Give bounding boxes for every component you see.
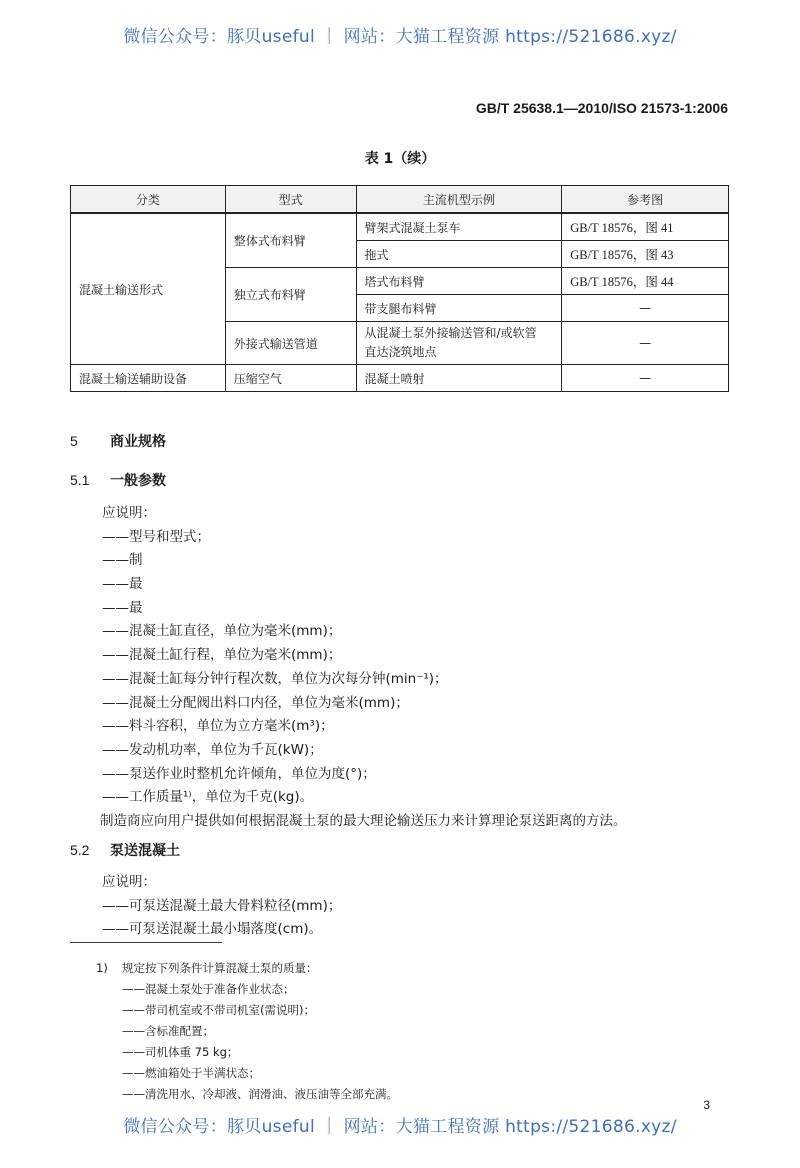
list-item: ——混凝土缸直径，单位为毫米(mm)；: [102, 623, 342, 640]
footnote-item: ——司机体重 75 kg；: [122, 1045, 239, 1059]
list-item: ——型号和型式；: [102, 528, 210, 545]
example-cell: 塔式布料臂: [356, 268, 562, 295]
example-cell: 拖式: [356, 241, 562, 268]
footnote-item: ——混凝土泵处于准备作业状态；: [122, 982, 295, 996]
page-number: 3: [703, 1098, 710, 1112]
footnote-item: ——含标准配置；: [122, 1024, 214, 1038]
footnote-divider: [70, 942, 222, 943]
example-cell: [356, 322, 562, 365]
category-cell: 混凝土输送辅助设备: [71, 365, 226, 392]
section-5-1-heading: [70, 470, 166, 490]
list-item: ——料斗容积，单位为立方毫米(m³)；: [102, 718, 334, 735]
watermark-bottom: 微信公众号：豚贝useful ｜ 网站：大猫工程资源 https://521686.xyz/: [123, 1117, 677, 1137]
list-intro: 应说明：: [102, 874, 156, 890]
type-cell: 压缩空气: [225, 365, 356, 392]
type-table: [70, 185, 729, 392]
table-title: 表 1（续）: [364, 151, 436, 167]
type-cell: 外接式输送管道: [225, 322, 356, 365]
footnote-intro: 规定按下列条件计算混凝土泵的质量：: [122, 961, 318, 975]
section-number: 5.2: [70, 842, 90, 858]
section-5-heading: [70, 431, 166, 451]
section-5-2-heading: [70, 840, 180, 860]
example-cell: 带支腿布料臂: [356, 295, 562, 322]
type-cell: 独立式布料臂: [225, 268, 356, 322]
list-item: ——混凝土缸每分钟行程次数，单位为次每分钟(min⁻¹)；: [102, 670, 448, 687]
header-type: 型式: [225, 186, 356, 214]
list-item: ——制: [102, 552, 143, 569]
list-item: ——可泵送混凝土最大骨料粒径(mm)；: [102, 897, 342, 914]
list-item: ——最: [102, 576, 143, 593]
footnote-item: ——清洗用水、冷却液、润滑油、液压油等全部充满。: [122, 1087, 398, 1101]
general-parameters-list: [102, 502, 627, 834]
section-title: 一般参数: [110, 473, 166, 489]
type-cell: 整体式布料臂: [225, 213, 356, 268]
example-line: 直达浇筑地点: [364, 345, 437, 359]
standard-code: GB/T 25638.1—2010/ISO 21573-1:2006: [475, 100, 728, 116]
list-item: ——泵送作业时整机允许倾角，单位为度(°)；: [102, 765, 376, 782]
footnote: [96, 958, 398, 1105]
list-item: ——最: [102, 599, 143, 616]
reference-cell: GB/T 18576，图 43: [562, 241, 729, 268]
reference-cell: GB/T 18576，图 44: [562, 268, 729, 295]
list-item: ——可泵送混凝土最小塌落度(cm)。: [102, 921, 323, 938]
pumped-concrete-list: [102, 870, 341, 941]
header-category: 分类: [71, 186, 226, 214]
reference-cell: GB/T 18576，图 41: [562, 213, 729, 241]
list-item: ——工作质量¹⁾，单位为千克(kg)。: [102, 789, 314, 806]
footnote-item: ——带司机室或不带司机室(需说明)；: [122, 1003, 315, 1017]
table-row: [71, 213, 729, 241]
list-item: ——混凝土缸行程，单位为毫米(mm)；: [102, 647, 342, 664]
list-item: ——发动机功率，单位为千瓦(kW)；: [102, 741, 323, 758]
closing-paragraph: 制造商应向用户提供如何根据混凝土泵的最大理论输送压力来计算理论泵送距离的方法。: [100, 812, 627, 829]
table-row: [71, 365, 729, 392]
section-title: 泵送混凝土: [110, 843, 180, 859]
footnote-item: ——燃油箱处于半满状态；: [122, 1066, 260, 1080]
category-cell: 混凝土输送形式: [71, 213, 226, 365]
section-number: 5: [70, 433, 78, 449]
reference-cell: —: [562, 295, 729, 322]
example-cell: 臂架式混凝土泵车: [356, 213, 562, 241]
table-header-row: [71, 186, 729, 214]
header-reference: 参考图: [562, 186, 729, 214]
header-example: 主流机型示例: [356, 186, 562, 214]
list-intro: 应说明：: [102, 505, 156, 521]
section-title: 商业规格: [110, 434, 166, 450]
example-line: 从混凝土泵外接输送管和/或软管: [364, 326, 537, 340]
footnote-intro-line: [96, 958, 398, 979]
reference-cell: —: [562, 322, 729, 365]
example-cell: 混凝土喷射: [356, 365, 562, 392]
footnote-label: 1): [96, 961, 108, 975]
reference-cell: —: [562, 365, 729, 392]
section-number: 5.1: [70, 472, 90, 488]
watermark-top: 微信公众号：豚贝useful ｜ 网站：大猫工程资源 https://521686.xyz/: [123, 27, 677, 47]
list-item: ——混凝土分配阀出料口内径，单位为毫米(mm)；: [102, 694, 409, 711]
